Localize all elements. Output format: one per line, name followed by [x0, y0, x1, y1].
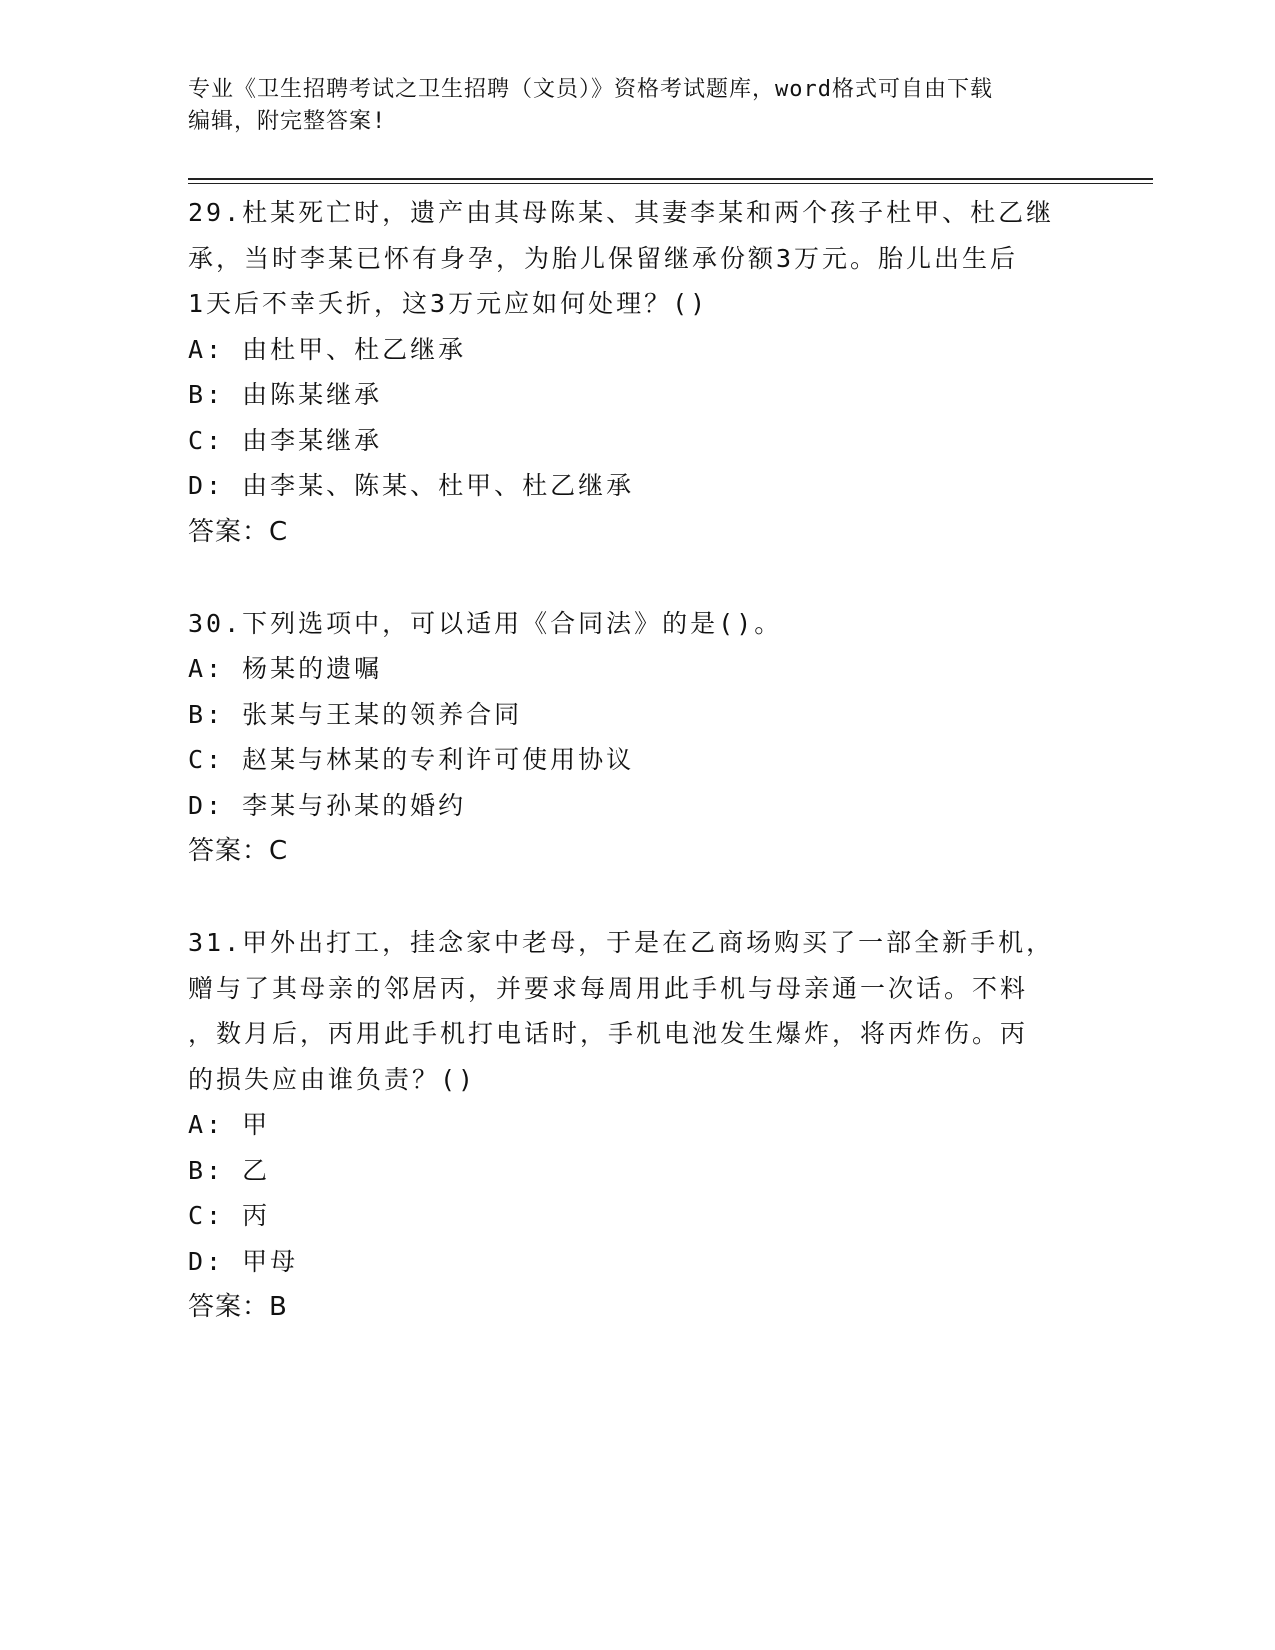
- option-d: D: 由李某、陈某、杜甲、杜乙继承: [188, 471, 635, 500]
- question-list: [188, 190, 1088, 1376]
- answer: 答案：C: [188, 516, 289, 547]
- option-b: B: 张某与王某的领养合同: [188, 699, 523, 729]
- answer: 答案：C: [188, 836, 289, 866]
- stem-line: 承，当时李某已怀有身孕，为胎儿保留继承份额3万元。胎儿出生后: [188, 243, 1019, 273]
- stem-line: 31.甲外出打工，挂念家中老母，于是在乙商场购买了一部全新手机，: [188, 928, 1055, 957]
- option-c: C: 赵某与林某的专利许可使用协议: [188, 745, 635, 774]
- header-divider-thick: [188, 178, 1153, 180]
- question-29: [188, 190, 1088, 555]
- stem-line: ，数月后，丙用此手机打电话时，手机电池发生爆炸，将丙炸伤。丙: [188, 1019, 1029, 1048]
- option-a: A: 杨某的遗嘱: [188, 654, 383, 683]
- option-a: A: 由杜甲、杜乙继承: [188, 334, 467, 364]
- option-a: A: 甲: [188, 1110, 271, 1139]
- option-b: B: 乙: [188, 1155, 271, 1185]
- option-c: C: 由李某继承: [188, 425, 383, 455]
- header-line-1: 专业《卫生招聘考试之卫生招聘（文员）》资格考试题库，word格式可自由下载: [188, 77, 993, 102]
- answer: 答案：B: [188, 1292, 288, 1322]
- option-c: C: 丙: [188, 1201, 271, 1230]
- question-stem: [188, 601, 1088, 647]
- option-d: D: 李某与孙某的婚约: [188, 790, 467, 820]
- stem-line: 的损失应由谁负责？(): [188, 1064, 477, 1094]
- stem-line: 30.下列选项中，可以适用《合同法》的是()。: [188, 608, 783, 638]
- stem-line: 1天后不幸夭折，这3万元应如何处理？(): [188, 289, 709, 318]
- question-31: [188, 920, 1088, 1330]
- option-d: D: 甲母: [188, 1246, 299, 1276]
- question-30: [188, 601, 1088, 875]
- option-b: B: 由陈某继承: [188, 380, 383, 409]
- stem-line: 29.杜某死亡时，遗产由其母陈某、其妻李某和两个孩子杜甲、杜乙继: [188, 198, 1055, 227]
- document-header: [188, 74, 1088, 138]
- stem-line: 赠与了其母亲的邻居丙，并要求每周用此手机与母亲通一次话。不料: [188, 973, 1029, 1003]
- question-stem: [188, 920, 1088, 1102]
- question-stem: [188, 190, 1088, 327]
- header-divider-thin: [188, 183, 1153, 184]
- header-line-2: 编辑，附完整答案!: [188, 109, 387, 134]
